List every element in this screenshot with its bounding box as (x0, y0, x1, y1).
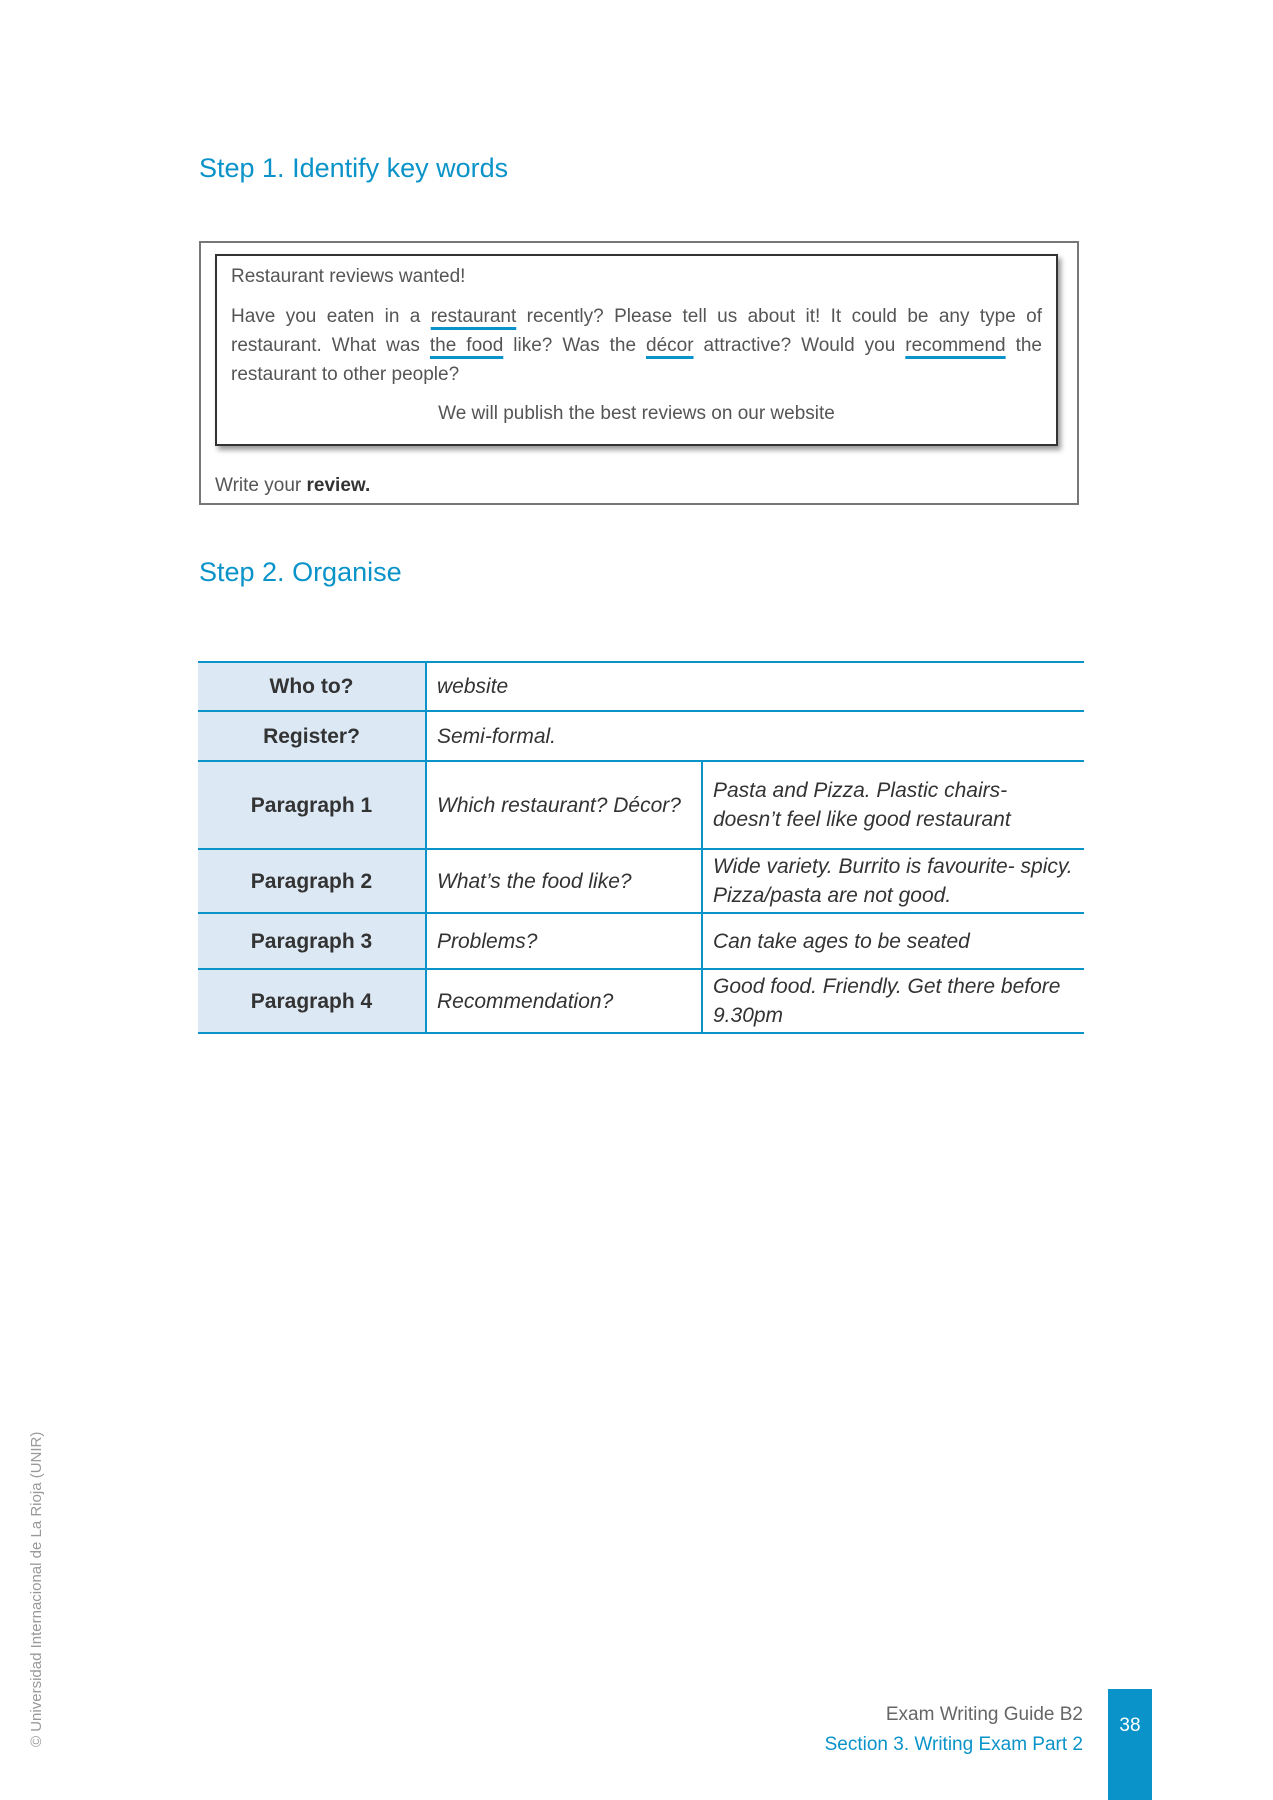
row-value: Semi-formal. (426, 711, 1084, 761)
row-question: What’s the food like? (426, 849, 702, 913)
keyword: recommend (905, 335, 1006, 356)
row-label: Who to? (198, 662, 426, 711)
row-label: Paragraph 3 (198, 913, 426, 969)
organise-table (198, 661, 1084, 1034)
text: recently? Please tell us about it! It could be any type of restaurant. What was (231, 306, 1042, 356)
row-question: Which restaurant? Décor? (426, 761, 702, 849)
footer-section-title: Section 3. Writing Exam Part 2 (824, 1734, 1083, 1755)
keyword: décor (646, 335, 694, 356)
text: like? Was the (503, 335, 646, 356)
footer-guide-title: Exam Writing Guide B2 (885, 1704, 1083, 1725)
row-notes: Wide variety. Burrito is favourite- spicy. Pizza/pasta are not good. (702, 849, 1084, 913)
table-row (198, 969, 1084, 1033)
row-label: Paragraph 1 (198, 761, 426, 849)
table-row (198, 711, 1084, 761)
row-value: website (426, 662, 1084, 711)
text: the restaurant to other people? (231, 335, 1042, 385)
keyword: restaurant (430, 306, 517, 327)
text: attractive? Would you (693, 335, 906, 356)
step2-heading: Step 2. Organise (199, 557, 402, 587)
instruction-bold: review. (306, 475, 371, 496)
row-label: Paragraph 2 (198, 849, 426, 913)
row-notes: Pasta and Pizza. Plastic chairs- doesn’t feel like good restaurant (702, 761, 1084, 849)
row-label: Paragraph 4 (198, 969, 426, 1033)
table-row (198, 849, 1084, 913)
instruction-text: Write your (215, 475, 307, 496)
copyright-vertical: © Universidad Internacional de La Rioja (UNIR) (28, 1431, 45, 1747)
row-question: Recommendation? (426, 969, 702, 1033)
text: Have you eaten in a (231, 306, 431, 327)
page-number: 38 (1108, 1689, 1152, 1800)
keyword: the food (429, 335, 504, 356)
advert-title: Restaurant reviews wanted! (231, 266, 466, 287)
task-box (199, 241, 1079, 505)
table-row (198, 913, 1084, 969)
row-notes: Good food. Friendly. Get there before 9.30pm (702, 969, 1084, 1033)
row-question: Problems? (426, 913, 702, 969)
step1-heading: Step 1. Identify key words (199, 153, 509, 183)
table-row (198, 761, 1084, 849)
table-row (198, 662, 1084, 711)
instruction (215, 475, 370, 497)
advert-footer: We will publish the best reviews on our website (438, 403, 835, 424)
advert-box (215, 254, 1058, 446)
advert-body (231, 302, 1042, 389)
row-notes: Can take ages to be seated (702, 913, 1084, 969)
row-label: Register? (198, 711, 426, 761)
